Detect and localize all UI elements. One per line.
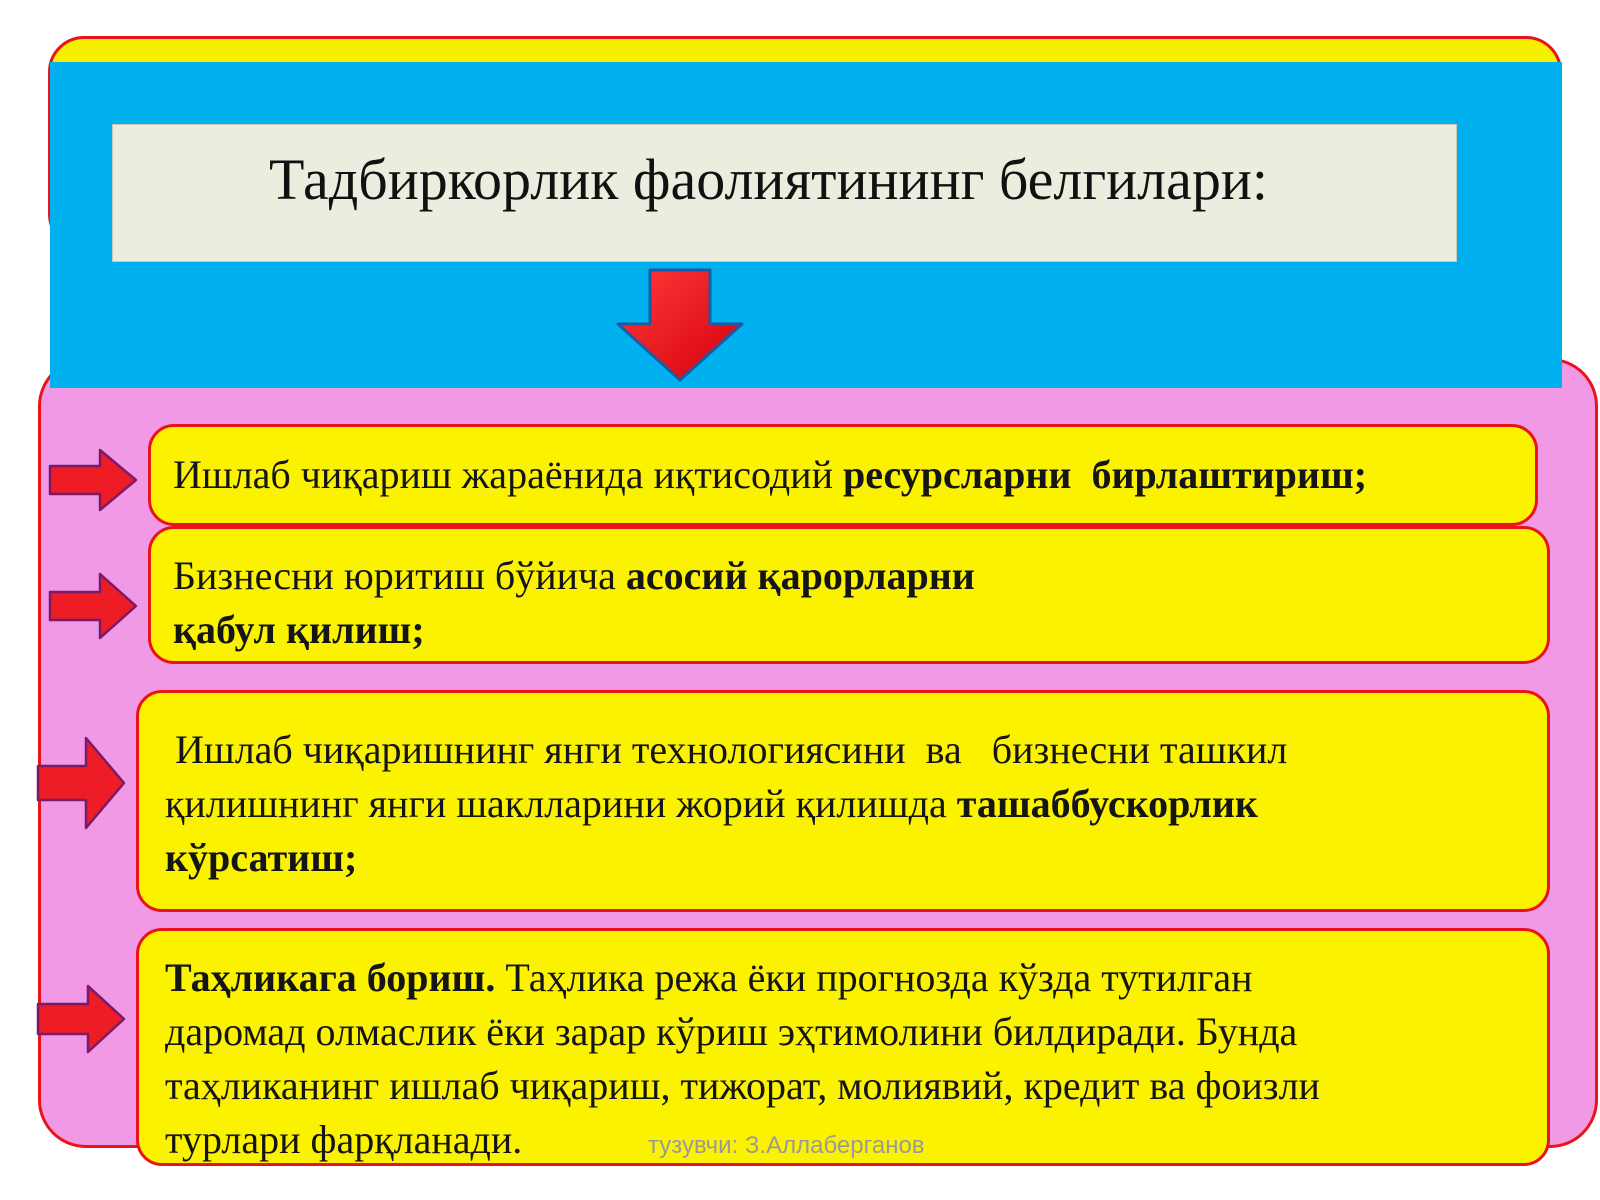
arrow-right-icon xyxy=(36,984,128,1054)
arrow-right-icon xyxy=(48,448,140,512)
item-text: даромад олмаслик ёки зарар кўриш эҳтимолини билдиради. Бунда xyxy=(165,1009,1298,1054)
item-text: Ишлаб чиқариш жараёнида иқтисодий xyxy=(173,452,843,497)
item-line xyxy=(173,603,1547,657)
list-item xyxy=(148,424,1538,526)
item-line xyxy=(173,549,1547,603)
item-line xyxy=(165,723,1547,777)
arrow-right-icon xyxy=(36,736,128,830)
item-text: Таҳлика режа ёки прогнозда кўзда тутилган xyxy=(495,955,1253,1000)
item-emphasis: қабул қилиш; xyxy=(173,607,425,652)
arrow-right-icon xyxy=(48,572,140,640)
item-text: турлари фарқланади. xyxy=(165,1117,523,1162)
item-line xyxy=(165,951,1547,1005)
author-footer: тузувчи: З.Аллаберганов xyxy=(648,1132,925,1159)
item-emphasis: кўрсатиш; xyxy=(165,835,358,880)
list-item xyxy=(136,928,1550,1166)
title-box xyxy=(112,124,1457,262)
item-line xyxy=(165,777,1547,831)
item-text: таҳликанинг ишлаб чиқариш, тижорат, молиявий, кредит ва фоизли xyxy=(165,1063,1320,1108)
item-text: Ишлаб чиқаришнинг янги технологиясини ва бизнесни ташкил xyxy=(165,727,1288,772)
arrow-down-icon xyxy=(614,268,746,384)
item-emphasis: Таҳликага бориш. xyxy=(165,955,496,1000)
list-item xyxy=(148,526,1550,664)
item-text: Бизнесни юритиш бўйича xyxy=(173,553,626,598)
list-item xyxy=(136,690,1550,912)
item-text: қилишнинг янги шаклларини жорий қилишда xyxy=(165,781,957,826)
item-line xyxy=(165,1005,1547,1059)
item-emphasis: асосий қарорларни xyxy=(625,553,975,598)
item-emphasis: ресурсларни бирлаштириш; xyxy=(842,452,1368,497)
item-emphasis: ташаббускорлик xyxy=(956,781,1258,826)
page-title: Тадбиркорлик фаолиятининг белгилари: xyxy=(268,146,1269,212)
item-line xyxy=(165,831,1547,885)
item-line xyxy=(173,448,1535,502)
item-line xyxy=(165,1059,1547,1113)
